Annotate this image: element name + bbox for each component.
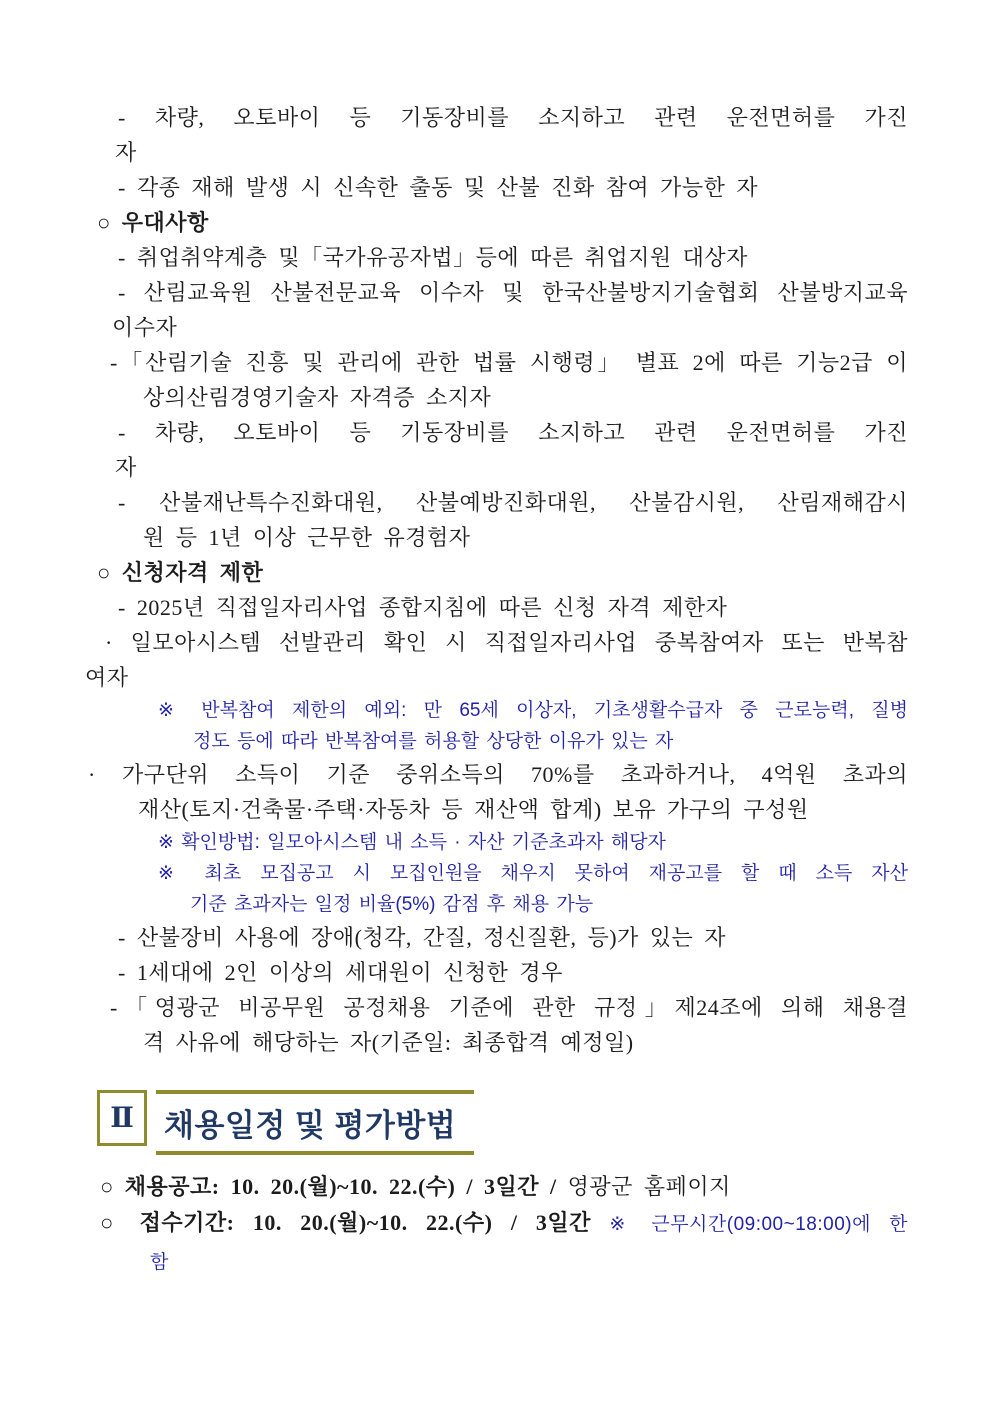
text-line (143, 380, 908, 415)
text-line (112, 310, 908, 345)
text-segment: ※ 확인방법: 일모아시스템 내 소득 · 자산 기준초과자 해당자 (158, 832, 666, 853)
text-segment: ※ 최초 모집공고 시 모집인원을 채우지 못하여 재공고를 할 때 소득 자산 (158, 863, 908, 884)
text-line (97, 205, 908, 240)
text-segment: 채용공고: 10. 20.(월)~10. 22.(수) / 3일간 / (124, 1174, 568, 1199)
text-segment: - 차량, 오토바이 등 기동장비를 소지하고 관련 운전면허를 가진 (118, 105, 908, 130)
text-line (110, 990, 908, 1025)
text-segment: 재산(토지·건축물·주택·자동차 등 재산액 합계) 보유 가구의 구성원 (138, 797, 809, 822)
section-numeral: Ⅱ (110, 1103, 134, 1134)
text-line (158, 827, 908, 858)
text-segment: 자 (115, 455, 137, 480)
text-line (158, 695, 908, 726)
text-line (158, 858, 908, 889)
text-segment: 이수자 (112, 315, 178, 340)
text-line (118, 240, 908, 275)
text-segment: - 산림교육원 산불전문교육 이수자 및 한국산불방지기술협회 산불방지교육 (118, 280, 908, 305)
text-line (118, 170, 908, 205)
text-line (118, 920, 908, 955)
schedule-line (100, 1169, 908, 1205)
text-segment: 여자 (85, 665, 129, 690)
text-segment: ※ 반복참여 제한의 예외: 만 65세 이상자, 기초생활수급자 중 근로능력, 질병 (158, 700, 908, 721)
text-line (118, 100, 908, 135)
text-line (118, 415, 908, 450)
text-segment: 영광군 홈페이지 (567, 1174, 731, 1199)
text-segment: ○ 우대사항 (97, 210, 209, 235)
section-numeral-box (97, 1090, 147, 1146)
text-segment: -「산림기술 진흥 및 관리에 관한 법률 시행령」 별표 2에 따른 기능2급 이 (110, 350, 908, 375)
text-segment: ※ 근무시간(09:00~18:00)에 한 (609, 1214, 908, 1235)
text-segment: - 각종 재해 발생 시 신속한 출동 및 산불 진화 참여 가능한 자 (118, 175, 759, 200)
text-line (85, 660, 908, 695)
text-segment: ○ (100, 1210, 140, 1235)
text-line (143, 1025, 908, 1060)
text-segment: 접수기간: 10. 20.(월)~10. 22.(수) / 3일간 (139, 1210, 610, 1235)
text-line (110, 345, 908, 380)
text-line (115, 450, 908, 485)
text-line (115, 135, 908, 170)
text-segment: ○ (100, 1174, 125, 1199)
text-segment: -「영광군 비공무원 공정채용 기준에 관한 규정」제24조에 의해 채용결 (110, 995, 908, 1020)
schedule-line (100, 1205, 908, 1243)
text-line (193, 726, 908, 757)
text-line (143, 520, 908, 555)
text-line (118, 485, 908, 520)
text-segment: · 가구단위 소득이 기준 중위소득의 70%를 초과하거나, 4억원 초과의 (88, 762, 908, 787)
text-segment: · 일모아시스템 선발관리 확인 시 직접일자리사업 중복참여자 또는 반복참 (105, 630, 908, 655)
text-segment: 상의산림경영기술자 자격증 소지자 (143, 385, 492, 410)
text-segment: ○ 신청자격 제한 (97, 560, 264, 585)
text-segment: - 취업취약계층 및「국가유공자법」등에 따른 취업지원 대상자 (118, 245, 748, 270)
text-line (97, 555, 908, 590)
text-segment: 원 등 1년 이상 근무한 유경험자 (143, 525, 471, 550)
text-line (118, 275, 908, 310)
schedule-text-block (0, 1169, 992, 1281)
section-title: 채용일정 및 평가방법 (156, 1090, 474, 1155)
text-line (88, 757, 908, 792)
text-segment: - 2025년 직접일자리사업 종합지침에 따른 신청 자격 제한자 (118, 595, 728, 620)
text-segment: - 산불장비 사용에 장애(청각, 간질, 정신질환, 등)가 있는 자 (118, 925, 727, 950)
text-line (190, 889, 908, 920)
schedule-line (150, 1243, 908, 1281)
section-header (97, 1090, 908, 1155)
text-segment: - 차량, 오토바이 등 기동장비를 소지하고 관련 운전면허를 가진 (118, 420, 908, 445)
text-segment: 자 (115, 140, 137, 165)
text-line (138, 792, 908, 827)
text-segment: 정도 등에 따라 반복참여를 허용할 상당한 이유가 있는 자 (193, 731, 674, 752)
text-line (118, 955, 908, 990)
text-segment: 격 사유에 해당하는 자(기준일: 최종합격 예정일) (143, 1030, 634, 1055)
text-segment: 함 (150, 1252, 169, 1273)
text-line (118, 590, 908, 625)
text-segment: 기준 초과자는 일정 비율(5%) 감점 후 채용 가능 (190, 894, 594, 915)
text-line (105, 625, 908, 660)
text-segment: - 1세대에 2인 이상의 세대원이 신청한 경우 (118, 960, 563, 985)
text-segment: - 산불재난특수진화대원, 산불예방진화대원, 산불감시원, 산림재해감시 (118, 490, 908, 515)
